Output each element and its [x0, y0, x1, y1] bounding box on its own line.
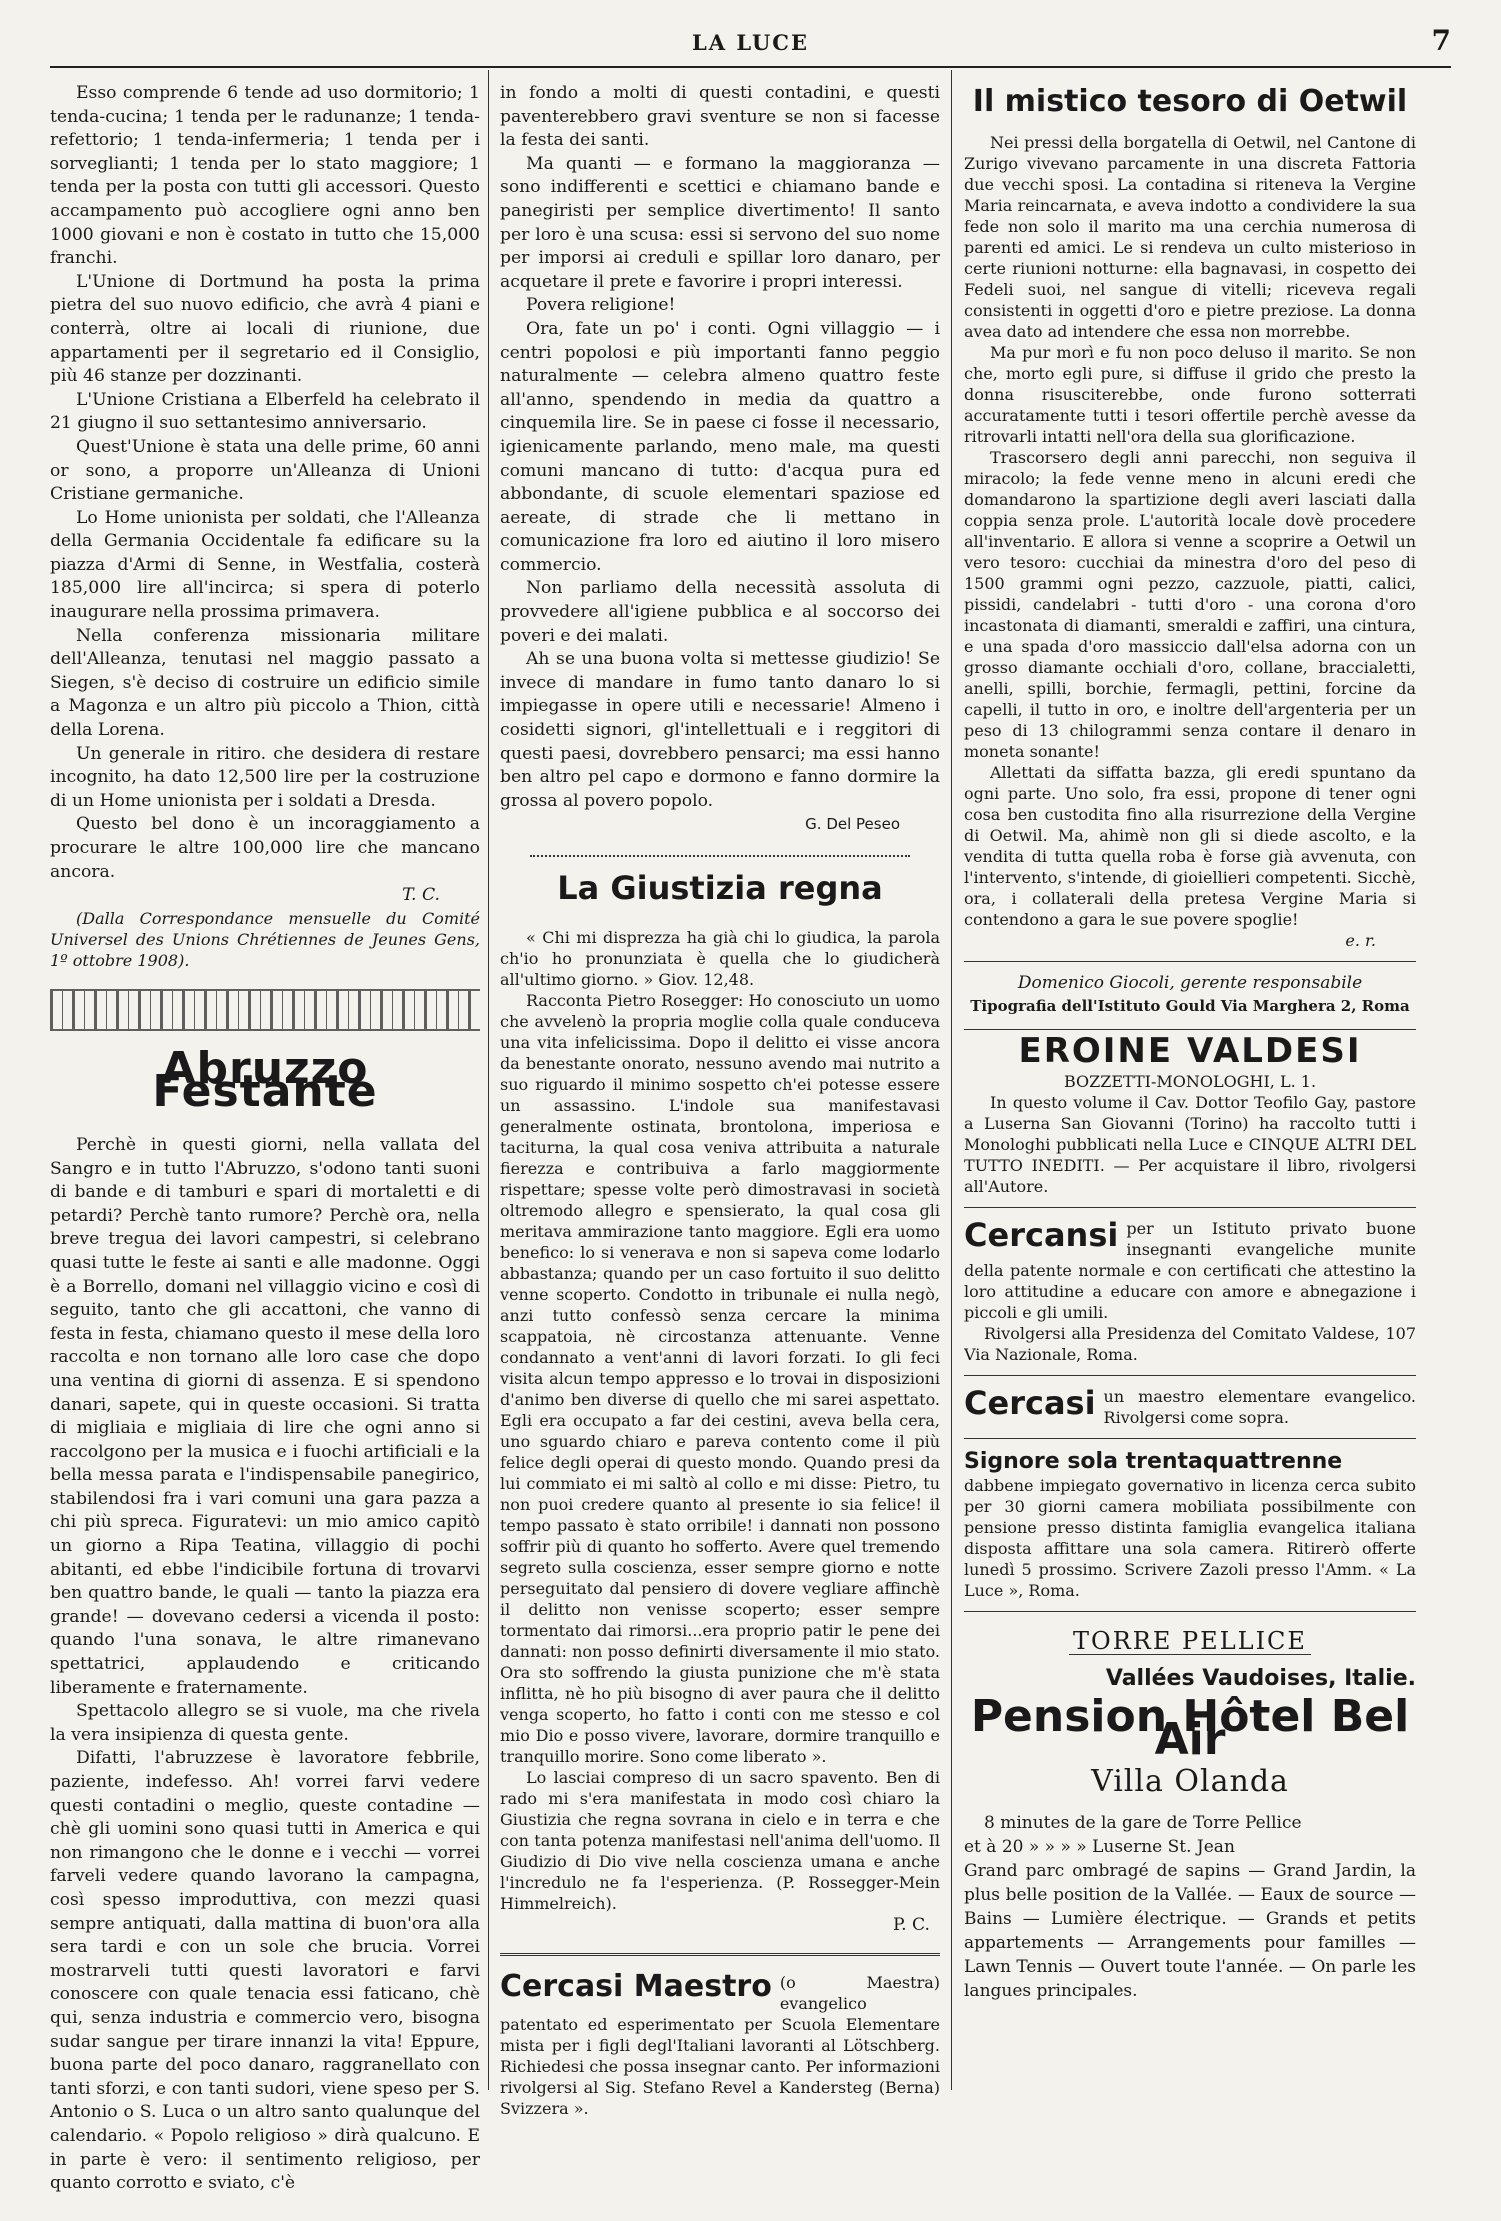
rule [964, 1375, 1416, 1376]
article-paragraph: Allettati da siffatta bazza, gli eredi spuntano da ogni parte. Uno solo, fra essi, propone di tener ogni cosa ben custodita fino alla risurrezione della Vergine di Oetwil. Ma, ahimè non gli si diede ascolto, e la vendita di tutta quella roba è forse già avvenuta, con l'intervento, s'intende, di gioiellieri competenti. Sicchè, ora, i collaterali della pretesa Vergine Maria si contendono a gara le sue povere spoglie! [964, 762, 1416, 929]
article-paragraph: Povera religione! [526, 295, 676, 316]
hotel-line: Grand parc ombragé de sapins — Grand Jardin, la plus belle position de la Vallée. — Eaux de source — Bains — Lumière électrique. — Grands et petits appartements — Arrangements pour familles — Lawn Tennis — Ouvert toute l'année. — On parle les langues principales. [964, 1861, 1416, 2002]
article-title: Abruzzo Festante [152, 1042, 378, 1118]
ad-cercasi-maestro [500, 1972, 940, 2119]
article-title: Il mistico tesoro di Oetwil [972, 84, 1408, 119]
double-rule [500, 1953, 940, 1956]
article-paragraph: Spettacolo allegro se si vuole, ma che rivela la vera insipienza di questa gente. [50, 1701, 480, 1745]
article-paragraph: Questo bel dono è un incoraggiamento a procurare le altre 100,000 lire che mancano ancora. [50, 814, 480, 882]
column-2 [500, 82, 940, 2129]
column-divider [488, 70, 489, 2090]
article-paragraph: Un generale in ritiro. che desidera di restare incognito, ha dato 12,500 lire per la costruzione di un Home unionista per i soldati a Dresda. [50, 743, 480, 811]
ad-heading: Signore sola trentaquattrenne [964, 1449, 1343, 1475]
page-header [50, 24, 1451, 60]
article-paragraph: Quest'Unione è stata una delle prime, 60 anni or sono, a proporre un'Alleanza di Unioni Cristiane germaniche. [50, 436, 480, 505]
article-paragraph: Esso comprende 6 tende ad uso dormitorio; 1 tenda-cucina; 1 tenda per le radunanze; 1 tenda-refettorio; 1 tenda-infermeria; 1 tenda per i sorveglianti; 1 tenda per lo stato maggiore; 1 tenda per la posta con tutti gli accessori. Questo accampamento può accogliere ogni anno ben 1000 giovani e non è costato in tutto che 15,000 franchi. [50, 83, 480, 269]
article-initials: e. r. [1345, 930, 1376, 950]
ad-heading: Cercansi [964, 1218, 1119, 1255]
hotel-description [964, 1811, 1416, 2003]
article-paragraph: Nella conferenza missionaria militare dell'Alleanza, tenutasi nel maggio passato a Siegen, s'è deciso di costruire un edificio simile a Magonza e un altro più piccolo a Thion, città della Lorena. [50, 625, 480, 741]
article-paragraph: Lo lasciai compreso di un sacro spavento. Ben di rado mi s'era manifestata in modo così chiaro la Giustizia che regna sovrana in cielo e in terra e che con tanta potenza manifestasi nell'anima dell'uomo. Il Giudizio di Dio vive nella coscienza umana e anche l'incredulo ne fa l'esperienza. (P. Rossegger-Mein Himmelreich). [500, 1767, 940, 1913]
article-paragraph: Ah se una buona volta si mettesse giudizio! Se invece di mandare in fumo tanto danaro lo si impiegasse in opere utili e necessarie! Almeno i cosidetti signori, gl'intellettuali e i reggitori di questi paesi, dovrebbero pensarci; ma essi hanno ben altro pel capo e dormono e fanno dormire la grossa al povero popolo. [500, 649, 940, 811]
wavy-divider [530, 847, 910, 857]
hotel-line: et à 20 » » » » Luserne St. Jean [964, 1837, 1235, 1858]
ad-heading: Cercasi Maestro [500, 1972, 772, 2005]
article-paragraph: Perchè in questi giorni, nella vallata del Sangro e in tutto l'Abruzzo, s'odono tanti suoni di bande e di tamburi e spari di mortaletti e di petardi? Perchè tanto rumore? Perchè ora, nella breve tregua dei lavori campestri, si celebrano quasi tutte le feste ai santi e alle madonne. Oggi è a Borrello, domani nel villaggio vicino e così di seguito, tanto che gli accattoni, che vanno di festa in festa, chiamano questo il mese della loro raccolta e non tornano alle loro case che dopo una ventina di giorni di assenza. E si spendono danari, sapete, qui in queste occasioni. Si tratta di migliaia e migliaia di lire che ogni anno si raccolgono per la musica e i fuochi artificiali e la bella messa parata e l'indispensabile panegirico, stabilendosi fra i vari comuni una gara pazza a chi più spreca. Figuratevi: un mio amico capitò un giorno a Ripa Teatina, villaggio di pochi abitanti, ed ebbe l'indicibile fortuna di trovarvi ben quattro bande, le quali — tanto la piazza era grande! — dovevano cedersi a vicenda il posto: quando l'una sonava, le altre rimanevano spettatrici, applaudendo e criticando liberamente e fraternamente. [50, 1134, 480, 1698]
article-paragraph: Lo Home unionista per soldati, che l'Alleanza della Germania Occidentale fa edificare su la piazza d'Armi di Senne, in Westfalia, costerà 185,000 lire all'incirca; si spera di poterlo inaugurare nella prossima primavera. [50, 507, 480, 623]
rule [964, 1207, 1416, 1208]
article-title: La Giustizia regna [557, 869, 883, 907]
article-paragraph: Trascorsero degli anni parecchi, non seguiva il miracolo; la fede venne meno in alcuni eredi che domandarono la spartizione degli averi lasciati dalla coppia senza prole. L'autorità locale dovè procedere all'inventario. E allora si venne a scoprire a Oetwil un vero tesoro: cucchiai da minestra d'oro del peso di 1500 grammi ogni pezzo, cazzuole, piatti, calici, pissidi, candelabri - tutti d'oro - una corona d'oro incastonata di diamanti, smeraldi e zaffiri, una cintura, e una spada d'oro massiccio dall'elsa adorna con un grosso diamante occhiali d'oro, collane, braccialetti, anelli, spilli, borchie, fermagli, pettini, forcine da capelli, il tutto in oro, e inoltre dell'argenteria per un peso di 13 chilogrammi senza contare il denaro in moneta sonante! [964, 447, 1416, 761]
article-initials: T. C. [402, 885, 440, 906]
article-paragraph: Ora, fate un po' i conti. Ogni villaggio — i centri popolosi e più importanti fanno peggio naturalmente — celebra almeno quattro feste all'anno, spendendo in media da quattro a cinquemila lire. Se in paese ci fosse il necessario, igienicamente parlando, meno male, ma questi comuni mancano di tutto: d'acqua pura ed abbondante, di scuole elementari spaziose ed aereate, di strade che li mettano in comunicazione fra loro ed aiutino il loro misero commercio. [500, 318, 940, 575]
article-paragraph: Ma pur morì e fu non poco deluso il marito. Se non che, morto egli pure, si diffuse il grido che presto la donna risusciterebbe, onde furono sotterrati accuratamente tutti i tesori offertile perchè avesse da ritrovarli intatti nell'ora della sua glorificazione. [964, 342, 1416, 446]
rule [964, 961, 1416, 962]
ad-text: Rivolgersi alla Presidenza del Comitato Valdese, 107 Via Nazionale, Roma. [964, 1324, 1416, 1365]
article-paragraph: Difatti, l'abruzzese è lavoratore febbrile, paziente, indefesso. Ah! vorrei farvi vedere questi contadini o meglio, queste contadine — chè gli uomini sono quasi tutti in America e qui non rimangono che le donne e i vecchi — vorrei farveli vedere quando lavorano la campagna, così spesso improduttiva, con mezzi quasi sempre antiquati, dalla mattina di buon'ora alla sera tardi e con un sole che brucia. Vorrei mostrarveli tutti questi lavoratori e farvi conoscere con quale tenacia essi faticano, chè qui, senza industria e commercio vero, bisogna sudar sangue per tirare innanzi la vita! Eppure, buona parte del poco danaro, raggranellato con tanti sforzi, e con tanti sudori, viene speso per S. Antonio o S. Luca o un altro santo qualunque del calendario. « Popolo religioso » dirà qualcuno. E in parte è vero: il sentimento religioso, per quanto corrotto e sviato, c'è [50, 1748, 480, 2194]
source-note: (Dalla Correspondance mensuelle du Comité Universel des Unions Chrétiennes de Jeunes Gens, 1º ottobre 1908). [50, 908, 480, 970]
ad-heading: Cercasi [964, 1386, 1096, 1423]
article-paragraph: Ma quanti — e formano la maggioranza — sono indifferenti e scettici e chiamano bande e panegiristi per semplice divertimento! Il santo per loro è una scusa: essi si servono del suo nome per imporsi ai creduli e spillar loro danaro, per acquetare il prete e favorire i propri interessi. [500, 153, 940, 292]
ad-text: per un Istituto privato buone insegnanti evangeliche munite della patente normale e con certificati che attestino la loro attitudine a educare con amore e abnegazione i piccoli e gli umili. [964, 1219, 1416, 1323]
ad-title: EROINE VALDESI [1018, 1030, 1362, 1071]
epigraph: « Chi mi disprezza ha già chi lo giudica, la parola ch'io ho pronunziata è quella che lo giudicherà all'ultimo giorno. » Giov. 12,48. [500, 927, 940, 989]
column-3 [964, 82, 1416, 2003]
ad-location: TORRE PELLICE [1069, 1630, 1311, 1655]
ad-subtitle: BOZZETTI-MONOLOGHI, L. 1. [1063, 1072, 1317, 1092]
ad-text: un maestro elementare evangelico. Rivolgersi come sopra. [1103, 1387, 1416, 1428]
hotel-line: 8 minutes de la gare de Torre Pellice [984, 1813, 1302, 1834]
article-paragraph: in fondo a molti di questi contadini, e questi paventerebbero gravi sventure se non si facesse la festa dei santi. [500, 83, 940, 151]
tipografia-line: Tipografia dell'Istituto Gould Via Marghera 2, Roma [970, 997, 1410, 1016]
article-paragraph: L'Unione di Dortmund ha posta la prima pietra del suo nuovo edificio, che avrà 4 piani e conterrà, oltre ai locali di riunione, due appartamenti per il segretario ed il Consiglio, più 46 stanze per dozzinanti. [50, 271, 480, 387]
villa-name: Villa Olanda [1091, 1763, 1289, 1799]
page-number: 7 [1431, 24, 1451, 57]
article-paragraph: Nei pressi della borgatella di Oetwil, nel Cantone di Zurigo vivevano parcamente in una discreta Fattoria due vecchi sposi. La contadina si riteneva la Vergine Maria reincarnata, e aveva indotto a condividere la sua fede non solo il marito ma una cerchia numerosa di parenti ed amici. Le si rendeva un culto misterioso in certe riunioni notturne: ella bagnavasi, in cospetto dei Fedeli suoi, nel sangue di vitelli; riceveva regali consistenti in oggetti d'oro e pietre preziose. La donna avea dato ad intendere che essa non morrebbe. [964, 132, 1416, 341]
rule [964, 1611, 1416, 1612]
ad-text: (o Maestra) evangelico patentato ed esperimentato per Scuola Elementare mista per i figli degl'Italiani lavoranti al Lötschberg. Richiedesi che possa insegnar canto. Per informazioni rivolgersi al Sig. Stefano Revel a Kandersteg (Berna) Svizzera ». [500, 1973, 940, 2119]
ad-text: In questo volume il Cav. Dottor Teofilo Gay, pastore a Luserna San Giovanni (Torino) ha raccolto tutti i Monologhi pubblicati nella Luce e CINQUE ALTRI DEL TUTTO INEDITI. — Per acquistare il libro, rivolgersi all'Autore. [964, 1093, 1416, 1197]
ad-region: Vallées Vaudoises, Italie. [1105, 1665, 1416, 1691]
header-rule [50, 66, 1451, 68]
ad-cercansi [964, 1218, 1416, 1365]
rule [964, 1029, 1416, 1030]
ornamental-divider [50, 989, 480, 1031]
ad-cercasi [964, 1386, 1416, 1428]
column-divider [951, 70, 952, 2090]
rule [964, 1438, 1416, 1439]
hotel-name: Pension Hôtel Bel Air [970, 1690, 1410, 1766]
column-1 [50, 82, 480, 2196]
article-paragraph: L'Unione Cristiana a Elberfeld ha celebrato il 21 giugno il suo settantesimo anniversario. [50, 389, 480, 434]
ad-text: dabbene impiegato governativo in licenza cerca subito per 30 giorni camera mobiliata possibilmente con pensione presso distinta famiglia evangelica italiana disposta affittare una sola camera. Ritirerò offerte lunedì 5 prossimo. Scrivere Zazoli presso l'Amm. « La Luce », Roma. [964, 1476, 1416, 1601]
article-initials: P. C. [892, 1914, 930, 1935]
gerente-line: Domenico Giocoli, gerente responsabile [1017, 972, 1363, 993]
article-paragraph: Racconta Pietro Rosegger: Ho conosciuto un uomo che avvelenò la propria moglie colla quale conduceva una vita infelicissima. Dopo il delitto ei visse ancora da benestante onorato, nessuno avendo mai nutrito a suo riguardo il minimo sospetto ch'ei potesse essere un assassino. L'indole sua manifestavasi generalmente ostinata, brontolona, imperiosa e taciturna, la qual cosa veniva attribuita a naturale fierezza e contribuiva a farlo maggiormente rispettare; spesse volte però dimostravasi in società oltremodo allegro e spensierato, la qual cosa gli meritava ammirazione tanto maggiore. Egli era uomo benefico: lo si venerava e non si sapeva come lodarlo abbastanza; quando per un caso fortuito il suo delitto venne scoperto. Condotto in tribunale ei nulla negò, anzi tutto confessò senza cercare la minima scappatoia, nè circostanza attenuante. Venne condannato a vent'anni di lavori forzati. Io gli feci visita alcun tempo appresso e lo trovai in disposizioni d'animo ben diverse di quello che mi sarei aspettato. Egli era occupato a far dei cestini, aveva bella cera, uno sguardo chiaro e pareva contento come il più felice degli operai di questo mondo. Quando presi da lui commiato ei mi saltò al collo e mi disse: Pietro, tu non puoi credere quanto al presente io sia felice! il tempo passato è stato orribile! i dannati non possono soffrir più di quanto ho sofferto. Avere quel tremendo segreto sulla coscienza, esser sempre giorno e notte perseguitato dal pensiero di dovere vegliare affinchè il delitto non venisse scoperto; esser sempre tormentato dai rimorsi...era proprio patir le pene dei dannati: non posso definirti diversamente il mio stato. Ora sto soffrendo la giusta punizione che m'è stata inflitta, nè ho più bisogno di aver paura che il delitto venga scoperto, ho fatto i conti con me stesso e col mio Dio e posso vivere, lavorare, dormire tranquillo e tranquillo morire. Sono come liberato ». [500, 990, 940, 1766]
article-author: G. Del Peseo [805, 815, 900, 834]
newspaper-title: LA LUCE [691, 30, 810, 55]
article-paragraph: Non parliamo della necessità assoluta di provvedere all'igiene pubblica e al soccorso dei poveri e dei malati. [500, 578, 940, 646]
ad-signore [964, 1449, 1416, 1601]
